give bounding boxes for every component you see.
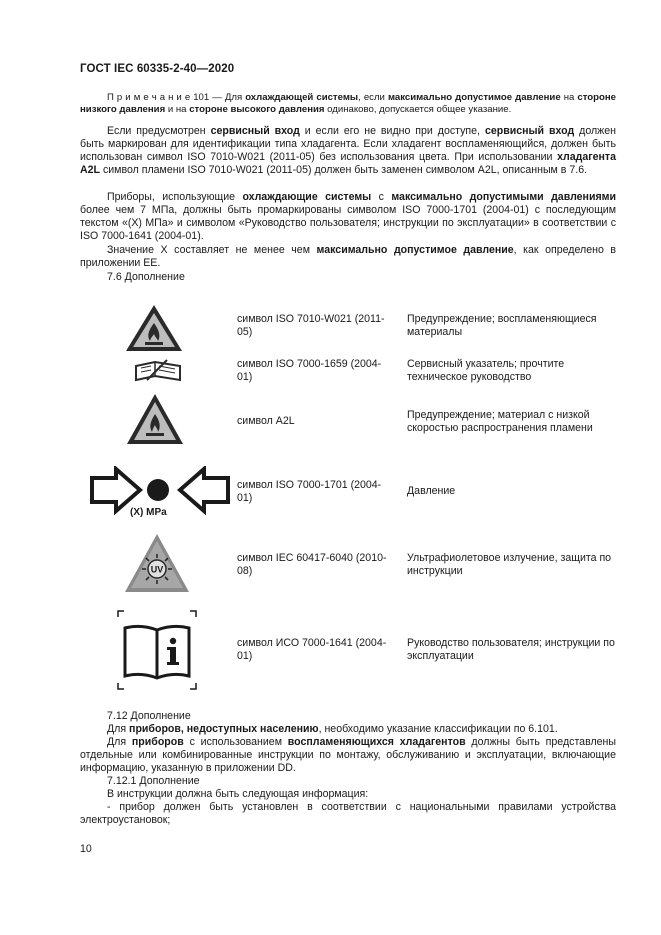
symbol-name-iso-7000-1659: символ ISO 7000-1659 (2004-01) [237, 358, 382, 383]
symbol-desc-manual: Руководство пользователя; инструкции по эксплуатации [407, 637, 615, 662]
paragraph-value-x [80, 244, 616, 270]
symbol-name-a2l: символ A2L [237, 415, 295, 427]
paragraph-flammable-instructions [80, 736, 616, 775]
text: Для [107, 736, 132, 748]
page-number: 10 [80, 843, 92, 855]
note-label: П р и м е ч а н и е [107, 92, 191, 103]
note-term: стороне низкого давления [80, 92, 616, 115]
term: приборов, недоступных населению [129, 723, 319, 735]
section-heading-7-6: 7.6 Дополнение [107, 271, 185, 283]
list-item-installation-rules [80, 801, 616, 827]
term: сервисный вход [484, 125, 575, 137]
a2l-warning-icon [125, 392, 185, 446]
text: символ пламени ISO 7010-W021 (2011-05) должен быть заменен символом A2L, описанным в 7.6. [100, 163, 588, 176]
symbol-name-iso-7000-1701: символ ISO 7000-1701 (2004-01) [237, 479, 382, 504]
paragraph-classification [80, 723, 616, 736]
paragraph-service-port [80, 125, 616, 177]
term: воспламеняющихся хладагентов [287, 736, 466, 748]
paragraph-instruction-info [80, 788, 616, 801]
flammable-warning-icon [124, 303, 184, 353]
text: Приборы, использующие [107, 191, 243, 203]
symbol-desc-service: Сервисный указатель; прочтите техническое руководство [407, 358, 565, 383]
text: более чем 7 МПа, должны быть промаркированы символом ISO 7000-1701 (2004-01) с последующим текстом «(X) МПа» и символом «Руководство пользователя; инструкции по эксплуатации» в соответствии с ISO 7000-1641 (2004-01). [80, 203, 616, 242]
note-paragraph [80, 92, 616, 116]
uv-warning-icon [123, 532, 191, 594]
note-term: стороне высокого давления [189, 104, 325, 115]
text: должен быть маркирован для идентификации типа хладагента. Если хладагент воспламеняющийся, должен быть использован символ ISO 7010-W021 (2011-05) без использования цвета. При использовании [80, 125, 616, 163]
pressure-label: (X) MPa [130, 507, 167, 518]
operator-manual-icon [117, 610, 197, 690]
text: с использованием [183, 736, 288, 748]
paragraph-high-pressure [80, 191, 616, 243]
symbol-name-iso-7010-w021: символ ISO 7010-W021 (2011-05) [237, 313, 385, 338]
uv-label: UV [150, 564, 164, 575]
note-term: охлаждающей системы [245, 92, 359, 103]
term: максимально допустимое давление [316, 244, 514, 256]
term: хладагента A2L [80, 150, 616, 176]
text: Значение X составляет не менее чем [107, 244, 317, 256]
note-term: максимально допустимое давление [387, 92, 561, 103]
symbol-desc-pressure: Давление [407, 485, 456, 497]
symbol-name-iso-7000-1641: символ ИСО 7000-1641 (2004-01) [237, 637, 387, 662]
text: Для [107, 723, 130, 735]
symbol-desc-a2l: Предупреждение; материал с низкой скоростью распространения пламени [407, 409, 593, 434]
text: , как определено в приложении EE. [80, 244, 617, 269]
note-text: , если [358, 92, 388, 103]
term: охлаждающие системы [242, 191, 372, 203]
term: сервисный вход [210, 125, 300, 137]
text: В инструкции должна быть следующая информация: [107, 788, 369, 800]
text: и если его не видно при доступе, [299, 125, 485, 137]
text: , необходимо указание классификации по 6.101. [318, 723, 558, 735]
text: с [371, 191, 392, 203]
service-manual-icon [133, 358, 183, 384]
symbol-desc-uv: Ультрафиолетовое излучение, защита по инструкции [407, 552, 612, 577]
document-header: ГОСТ IEC 60335-2-40—2020 [80, 63, 235, 75]
note-text: и на [165, 104, 190, 115]
symbol-name-iec-60417-6040: символ IEC 60417-6040 (2010-08) [237, 552, 387, 577]
section-heading-7-12-1: 7.12.1 Дополнение [107, 775, 200, 787]
text: - прибор должен быть установлен в соответствии с национальными правилами устройства электроустановок; [80, 801, 616, 826]
text: Если предусмотрен [107, 125, 211, 137]
note-text: одинаково, допускается общее указание. [324, 104, 512, 115]
term: максимально допустимыми давлениями [391, 191, 616, 203]
note-text: на [560, 92, 578, 103]
text: должны быть представлены отдельные или комбинированные инструкции по монтажу, обслуживанию и эксплуатации, включающие информацию, указанную в приложении DD. [80, 736, 616, 774]
note-text: 101 — Для [190, 92, 246, 103]
symbol-desc-flammable: Предупреждение; воспламеняющиеся материалы [407, 313, 597, 338]
term: приборов [131, 736, 184, 748]
section-heading-7-12: 7.12 Дополнение [107, 710, 191, 722]
